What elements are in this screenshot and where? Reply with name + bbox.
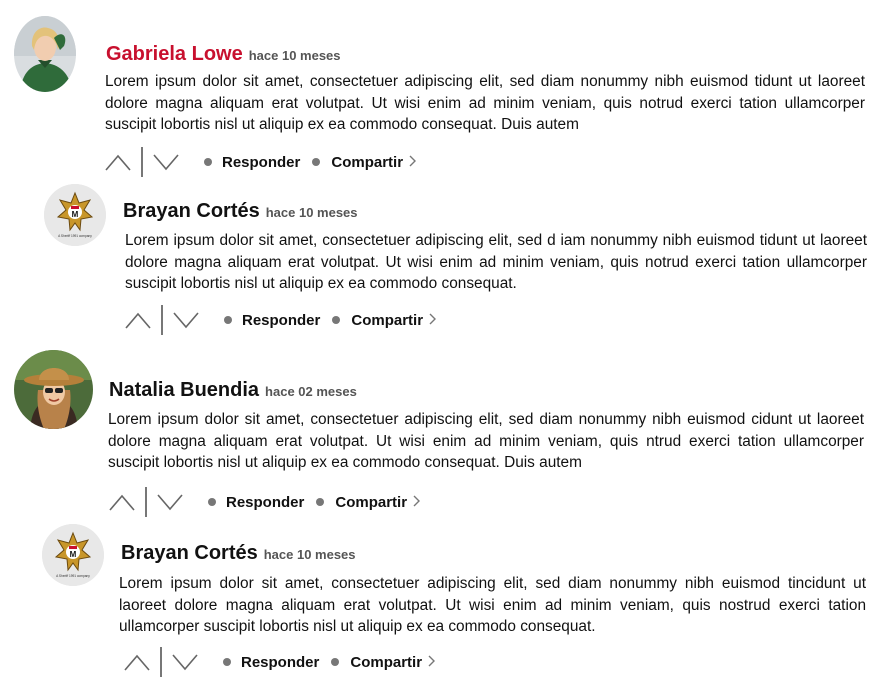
chevron-right-icon xyxy=(428,313,436,325)
svg-text:M: M xyxy=(71,210,79,219)
comment-brayan-2 xyxy=(0,520,885,679)
separator-dot xyxy=(331,658,339,666)
reply-button[interactable]: Responder xyxy=(222,153,301,171)
separator-dot xyxy=(223,658,231,666)
comment-actions xyxy=(104,146,416,178)
timestamp: hace 10 meses xyxy=(263,547,356,562)
avatar[interactable] xyxy=(44,184,106,246)
upvote-button[interactable] xyxy=(123,652,151,672)
comment-natalia xyxy=(0,340,885,520)
avatar[interactable] xyxy=(14,16,76,92)
comment-gabriela xyxy=(0,0,885,180)
reply-button[interactable]: Responder xyxy=(242,311,321,329)
chevron-down-icon xyxy=(152,152,180,172)
chevron-up-icon xyxy=(124,310,152,330)
separator-dot xyxy=(312,158,320,166)
vote-divider xyxy=(145,487,147,517)
comment-brayan-1 xyxy=(0,180,885,340)
vote-divider xyxy=(141,147,143,177)
upvote-button[interactable] xyxy=(104,152,132,172)
share-label: Compartir xyxy=(351,311,424,329)
logo-text: A Sheriff 1991 company xyxy=(56,574,90,578)
separator-dot xyxy=(316,498,324,506)
comment-actions xyxy=(123,646,435,678)
chevron-right-icon xyxy=(427,655,435,667)
chevron-up-icon xyxy=(123,652,151,672)
chevron-right-icon xyxy=(408,155,416,167)
chevron-down-icon xyxy=(156,492,184,512)
downvote-button[interactable] xyxy=(172,310,200,330)
comment-actions xyxy=(124,304,436,336)
vote-divider xyxy=(160,647,162,677)
comment-actions xyxy=(108,486,420,518)
chevron-down-icon xyxy=(172,310,200,330)
separator-dot xyxy=(204,158,212,166)
comment-header xyxy=(121,542,356,565)
timestamp: hace 10 meses xyxy=(248,48,341,63)
share-button[interactable] xyxy=(335,494,420,511)
share-label: Compartir xyxy=(331,153,404,171)
comment-text: Lorem ipsum dolor sit amet, consectetuer adipiscing elit, sed diam nonummy nibh euismod tidunt ut laoreet dolore magna aliquam erat volutpat. Ut wisi enim ad minim veniam, quis notrud exerci tation ullamcorper suscipit lobortis nisl ut aliquip ex ea commodo consequat. Duis autem xyxy=(105,73,865,134)
logo-text: A Sheriff 1991 company xyxy=(58,234,92,238)
chevron-down-icon xyxy=(171,652,199,672)
author-name[interactable]: Brayan Cortés xyxy=(123,200,260,222)
downvote-button[interactable] xyxy=(171,652,199,672)
comment-text: Lorem ipsum dolor sit amet, consectetuer adipiscing elit, sed diam nonummy nibh euismod tincidunt ut laoreet dolore magna aliquam erat volutpat. Ut wisi enim ad minim veniam, quis nostrud exerci tation ullamcorper suscipit lobortis nisl ut aliquip ex ea commodo consequat. xyxy=(119,575,866,636)
reply-button[interactable]: Responder xyxy=(241,653,320,671)
comment-text: Lorem ipsum dolor sit amet, consectetuer adipiscing elit, sed d iam nonummy nibh euismod tidunt ut laoreet dolore magna aliquam erat volutpat. Ut wisi enim ad minim veniam, quis notrud exerci tation ullamcorper suscipit lobortis nisl ut aliquip ex ea commodo consequat. xyxy=(125,232,867,293)
comment-header xyxy=(109,379,357,402)
timestamp: hace 02 meses xyxy=(265,384,357,399)
author-name[interactable]: Natalia Buendia xyxy=(109,379,260,401)
downvote-button[interactable] xyxy=(156,492,184,512)
author-name[interactable]: Brayan Cortés xyxy=(121,542,258,564)
chevron-right-icon xyxy=(412,495,420,507)
share-label: Compartir xyxy=(350,653,423,671)
chevron-up-icon xyxy=(108,492,136,512)
separator-dot xyxy=(332,316,340,324)
share-button[interactable] xyxy=(350,654,435,671)
avatar[interactable] xyxy=(14,350,93,429)
share-button[interactable] xyxy=(351,312,436,329)
comment-text: Lorem ipsum dolor sit amet, consectetuer adipiscing elit, sed diam nonummy nibh euismod cidunt ut laoreet dolore magna aliquam erat volutpat. Ut wisi enim ad minim veniam, quis ntrud exerci tation ullamcorper suscipit lobortis nisl ut aliquip ex ea commodo consequat. Duis autem xyxy=(108,411,864,472)
chevron-up-icon xyxy=(104,152,132,172)
separator-dot xyxy=(208,498,216,506)
comment-header xyxy=(123,200,358,223)
reply-button[interactable]: Responder xyxy=(226,493,305,511)
author-name[interactable]: Gabriela Lowe xyxy=(106,43,243,65)
svg-text:M: M xyxy=(69,550,77,559)
separator-dot xyxy=(224,316,232,324)
share-label: Compartir xyxy=(335,493,408,511)
vote-divider xyxy=(161,305,163,335)
share-button[interactable] xyxy=(331,154,416,171)
comment-header xyxy=(106,43,341,66)
avatar[interactable] xyxy=(42,524,104,586)
upvote-button[interactable] xyxy=(124,310,152,330)
downvote-button[interactable] xyxy=(152,152,180,172)
timestamp: hace 10 meses xyxy=(265,205,358,220)
upvote-button[interactable] xyxy=(108,492,136,512)
